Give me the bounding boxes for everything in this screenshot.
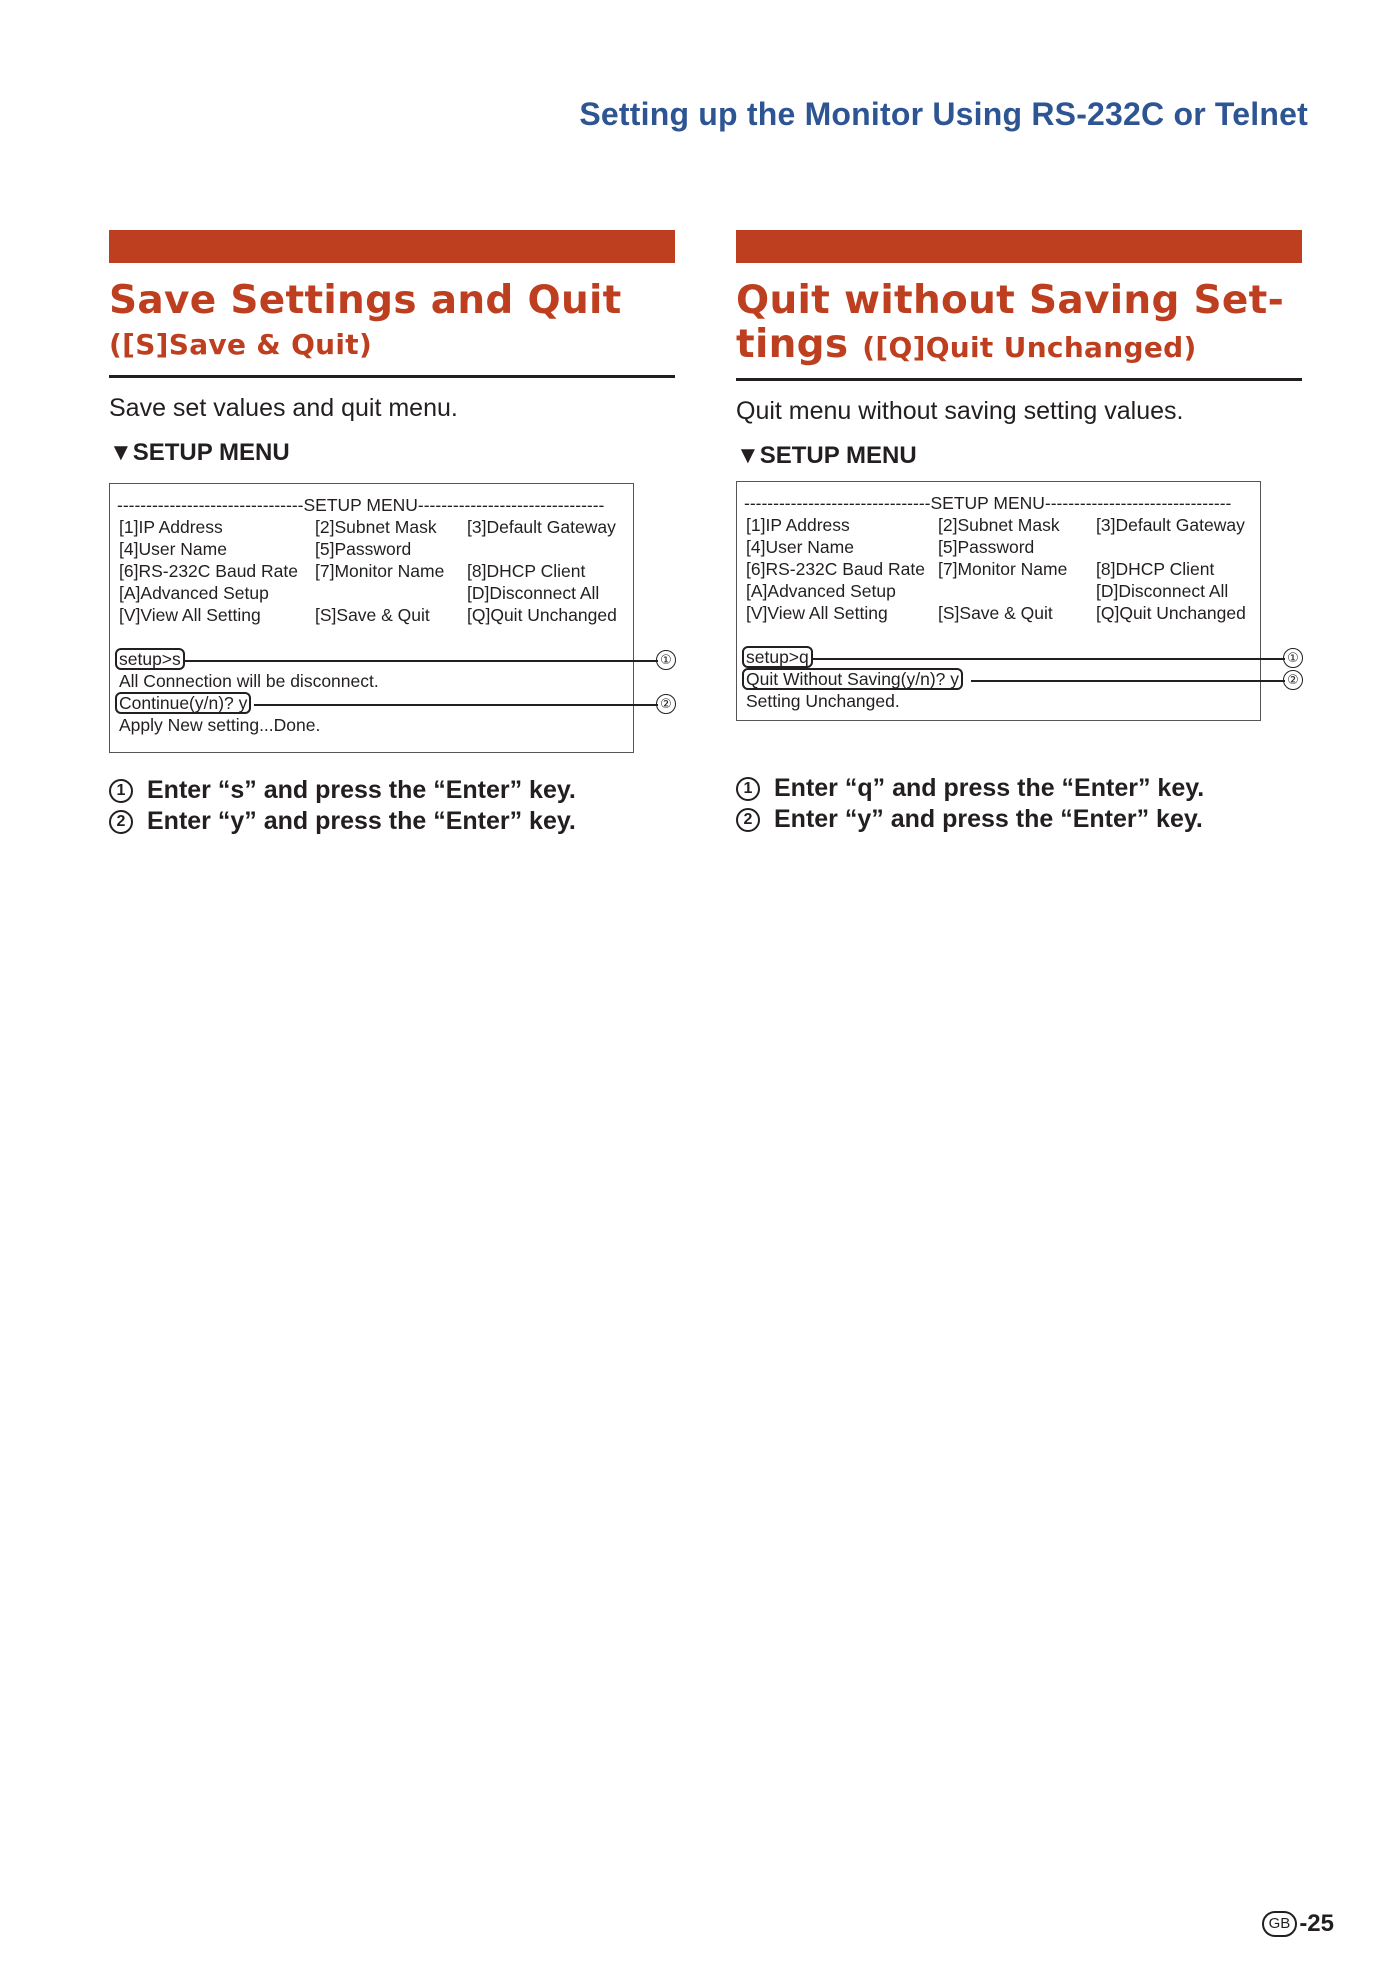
menu-option: [D]Disconnect All bbox=[467, 583, 600, 603]
menu-option: [V]View All Setting bbox=[746, 603, 888, 623]
terminal-output-line: Apply New setting...Done. bbox=[119, 715, 321, 735]
step-item bbox=[736, 804, 1302, 835]
step-text: Enter “y” and press the “Enter” key. bbox=[147, 807, 576, 835]
menu-option: [6]RS-232C Baud Rate bbox=[746, 559, 925, 579]
menu-option: [8]DHCP Client bbox=[467, 561, 586, 581]
terminal-menu-header: --------------------------------SETUP MENU-------------------------------- bbox=[744, 493, 1232, 513]
page-header-title: Setting up the Monitor Using RS-232C or Telnet bbox=[579, 96, 1308, 132]
menu-option: [2]Subnet Mask bbox=[938, 515, 1060, 535]
menu-option: [4]User Name bbox=[746, 537, 854, 557]
terminal-prompt-2: Quit Without Saving(y/n)? y bbox=[742, 668, 963, 690]
terminal-output-line: Setting Unchanged. bbox=[746, 691, 900, 711]
region-badge: GB bbox=[1262, 1911, 1298, 1937]
section-title-sub: ([Q]Quit Unchanged) bbox=[862, 331, 1197, 364]
menu-option bbox=[315, 582, 467, 604]
menu-option: [7]Monitor Name bbox=[938, 559, 1068, 579]
callout-leader-2 bbox=[254, 704, 658, 706]
section-color-bar bbox=[109, 230, 675, 263]
terminal-output-line: All Connection will be disconnect. bbox=[119, 671, 379, 691]
callout-number-1: ① bbox=[656, 650, 676, 670]
section-title bbox=[736, 279, 1302, 370]
setup-menu-label: ▼SETUP MENU bbox=[109, 439, 290, 466]
step-number: 2 bbox=[109, 810, 133, 834]
terminal-prompt-1: setup>s bbox=[115, 648, 185, 670]
menu-option bbox=[938, 580, 1096, 602]
callout-leader-1 bbox=[184, 660, 658, 662]
step-item bbox=[109, 806, 675, 837]
menu-option: [D]Disconnect All bbox=[1096, 581, 1229, 601]
step-number: 1 bbox=[109, 779, 133, 803]
setup-menu-label: ▼SETUP MENU bbox=[736, 442, 917, 469]
menu-option: [7]Monitor Name bbox=[315, 561, 445, 581]
menu-option: [A]Advanced Setup bbox=[119, 583, 269, 603]
page-number bbox=[1262, 1910, 1334, 1938]
menu-option: [8]DHCP Client bbox=[1096, 559, 1215, 579]
callout-number-2: ② bbox=[1283, 670, 1303, 690]
callout-leader-2 bbox=[971, 680, 1285, 682]
terminal-prompt-2: Continue(y/n)? y bbox=[115, 692, 251, 714]
menu-option: [V]View All Setting bbox=[119, 605, 261, 625]
callout-number-2: ② bbox=[656, 694, 676, 714]
terminal-screen bbox=[109, 483, 634, 753]
section-title bbox=[109, 279, 675, 367]
menu-option: [3]Default Gateway bbox=[1096, 515, 1245, 535]
callout-number-1: ① bbox=[1283, 648, 1303, 668]
terminal-prompt-1: setup>q bbox=[742, 646, 813, 668]
step-text: Enter “s” and press the “Enter” key. bbox=[147, 776, 576, 804]
terminal-menu-grid bbox=[119, 516, 633, 626]
section-title-main: Quit without Saving Set- bbox=[736, 278, 1285, 323]
terminal-figure bbox=[109, 483, 675, 753]
menu-option: [4]User Name bbox=[119, 539, 227, 559]
menu-option: [2]Subnet Mask bbox=[315, 517, 437, 537]
menu-option: [1]IP Address bbox=[119, 517, 223, 537]
menu-option bbox=[467, 538, 627, 560]
menu-option: [Q]Quit Unchanged bbox=[1096, 603, 1246, 623]
terminal-menu-grid bbox=[746, 514, 1260, 624]
menu-option: [S]Save & Quit bbox=[938, 603, 1053, 623]
step-item bbox=[736, 773, 1302, 804]
step-text: Enter “y” and press the “Enter” key. bbox=[774, 805, 1203, 833]
menu-option: [3]Default Gateway bbox=[467, 517, 616, 537]
menu-option: [S]Save & Quit bbox=[315, 605, 430, 625]
terminal-figure bbox=[736, 481, 1302, 721]
menu-option: [A]Advanced Setup bbox=[746, 581, 896, 601]
step-list bbox=[109, 775, 675, 837]
menu-option: [1]IP Address bbox=[746, 515, 850, 535]
section-divider bbox=[736, 378, 1302, 381]
section-description: Save set values and quit menu. bbox=[109, 394, 458, 422]
menu-option: [6]RS-232C Baud Rate bbox=[119, 561, 298, 581]
menu-option: [5]Password bbox=[315, 539, 412, 559]
section-title-main-cont: tings bbox=[736, 322, 849, 367]
section-save-and-quit bbox=[109, 230, 675, 837]
section-color-bar bbox=[736, 230, 1302, 263]
section-divider bbox=[109, 375, 675, 378]
section-quit-without-saving bbox=[736, 230, 1302, 835]
page-number-text: -25 bbox=[1299, 1910, 1334, 1937]
terminal-menu-header: --------------------------------SETUP MENU-------------------------------- bbox=[117, 495, 605, 515]
step-number: 1 bbox=[736, 777, 760, 801]
menu-option bbox=[1096, 536, 1256, 558]
section-description: Quit menu without saving setting values. bbox=[736, 397, 1184, 425]
step-list bbox=[736, 773, 1302, 835]
callout-leader-1 bbox=[811, 658, 1285, 660]
menu-option: [Q]Quit Unchanged bbox=[467, 605, 617, 625]
step-number: 2 bbox=[736, 808, 760, 832]
menu-option: [5]Password bbox=[938, 537, 1035, 557]
step-text: Enter “q” and press the “Enter” key. bbox=[774, 774, 1205, 802]
step-item bbox=[109, 775, 675, 806]
section-title-main: Save Settings and Quit bbox=[109, 278, 622, 323]
section-title-sub: ([S]Save & Quit) bbox=[109, 328, 373, 361]
terminal-screen bbox=[736, 481, 1261, 721]
